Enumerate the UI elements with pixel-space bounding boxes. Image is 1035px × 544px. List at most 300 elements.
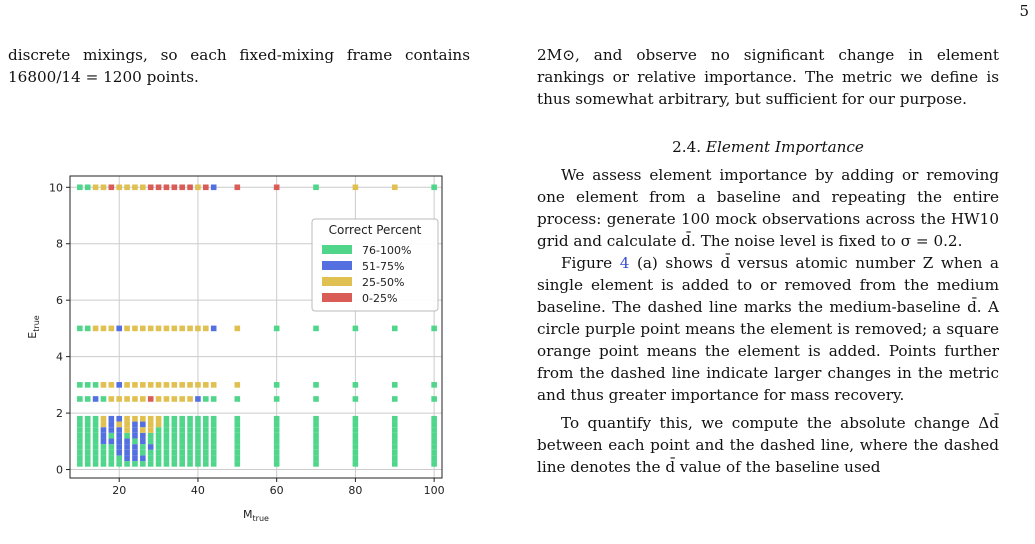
data-point xyxy=(156,444,162,450)
data-point xyxy=(392,455,398,461)
data-point xyxy=(313,184,319,190)
data-point xyxy=(124,396,130,402)
data-point xyxy=(148,444,154,450)
data-point xyxy=(148,433,154,439)
data-point xyxy=(85,427,91,433)
data-point xyxy=(195,422,201,428)
legend-swatch xyxy=(322,261,352,270)
page-number: 5 xyxy=(1019,2,1029,20)
data-point xyxy=(116,382,122,388)
data-point xyxy=(392,450,398,456)
fig-ref-post: (a) shows d̄ versus atomic number Z when a single element is added to or removed from the medium baseline. The dashed line marks the medium-baseline d̄. A circle purple point means the element is removed; a square orange point means the element is added. Points further from the dashed line indicate larger changes in the metric and thus greater importance for mass recovery. xyxy=(537,254,999,404)
data-point xyxy=(124,439,130,445)
data-point xyxy=(392,439,398,445)
data-point xyxy=(187,439,193,445)
data-point xyxy=(203,184,209,190)
data-point xyxy=(235,422,241,428)
data-point xyxy=(156,326,162,332)
data-point xyxy=(124,422,130,428)
data-point xyxy=(211,433,217,439)
data-point xyxy=(203,439,209,445)
data-point xyxy=(179,455,185,461)
data-point xyxy=(211,382,217,388)
data-point xyxy=(353,396,359,402)
legend-title: Correct Percent xyxy=(328,223,422,237)
data-point xyxy=(109,444,115,450)
data-point xyxy=(203,455,209,461)
x-axis-label: $M_{true}$ xyxy=(243,508,269,523)
data-point xyxy=(274,184,280,190)
data-point xyxy=(116,427,122,433)
data-point xyxy=(93,461,99,467)
data-point xyxy=(101,439,107,445)
data-point xyxy=(132,396,138,402)
data-point xyxy=(164,461,170,467)
data-point xyxy=(195,427,201,433)
data-point xyxy=(148,439,154,445)
data-point xyxy=(353,326,359,332)
data-point xyxy=(179,439,185,445)
data-point xyxy=(179,382,185,388)
y-axis-label: $E_{true}$ xyxy=(26,315,41,339)
data-point xyxy=(164,184,170,190)
data-point xyxy=(195,450,201,456)
data-point xyxy=(101,455,107,461)
data-point xyxy=(132,326,138,332)
data-point xyxy=(353,444,359,450)
data-point xyxy=(353,461,359,467)
data-point xyxy=(77,444,83,450)
data-point xyxy=(179,422,185,428)
data-point xyxy=(392,326,398,332)
data-point xyxy=(156,439,162,445)
data-point xyxy=(164,450,170,456)
data-point xyxy=(313,450,319,456)
data-point xyxy=(179,450,185,456)
data-point xyxy=(85,433,91,439)
data-point xyxy=(124,450,130,456)
data-point xyxy=(93,184,99,190)
data-point xyxy=(172,439,178,445)
legend-entry-label: 51-75% xyxy=(362,260,405,273)
data-point xyxy=(148,455,154,461)
data-point xyxy=(211,416,217,422)
data-point xyxy=(203,461,209,467)
data-point xyxy=(172,455,178,461)
right-paragraph-2: We assess element importance by adding or removing one element from a baseline and repeating the entire process: generate 100 mock observations across the HW10 grid and calculate d̄. The noise level is fixed to σ = 0.2. xyxy=(537,166,999,250)
data-point xyxy=(172,461,178,467)
data-point xyxy=(101,433,107,439)
data-point xyxy=(211,427,217,433)
data-point xyxy=(172,444,178,450)
data-point xyxy=(211,461,217,467)
data-point xyxy=(187,422,193,428)
data-point xyxy=(132,439,138,445)
data-point xyxy=(274,433,280,439)
data-point xyxy=(431,416,437,422)
data-point xyxy=(101,422,107,428)
data-point xyxy=(274,422,280,428)
legend-swatch xyxy=(322,293,352,302)
data-point xyxy=(156,416,162,422)
data-point xyxy=(156,455,162,461)
data-point xyxy=(235,382,241,388)
data-point xyxy=(124,444,130,450)
data-point xyxy=(164,439,170,445)
data-point xyxy=(116,326,122,332)
data-point xyxy=(179,461,185,467)
data-point xyxy=(313,422,319,428)
data-point xyxy=(313,461,319,467)
data-point xyxy=(274,450,280,456)
data-point xyxy=(93,326,99,332)
data-point xyxy=(235,184,241,190)
data-point xyxy=(93,439,99,445)
section-title: Element Importance xyxy=(705,138,864,156)
data-point xyxy=(164,427,170,433)
data-point xyxy=(124,382,130,388)
data-point xyxy=(85,416,91,422)
data-point xyxy=(431,184,437,190)
data-point xyxy=(203,416,209,422)
data-point xyxy=(109,396,115,402)
data-point xyxy=(235,433,241,439)
data-point xyxy=(313,444,319,450)
data-point xyxy=(156,184,162,190)
data-point xyxy=(431,427,437,433)
data-point xyxy=(124,184,130,190)
data-point xyxy=(132,382,138,388)
data-point xyxy=(93,455,99,461)
data-point xyxy=(109,184,115,190)
data-point xyxy=(235,396,241,402)
data-point xyxy=(85,444,91,450)
data-point xyxy=(77,326,83,332)
data-point xyxy=(235,444,241,450)
data-point xyxy=(313,433,319,439)
data-point xyxy=(140,184,146,190)
data-point xyxy=(172,326,178,332)
data-point xyxy=(77,433,83,439)
data-point xyxy=(353,450,359,456)
data-point xyxy=(211,326,217,332)
data-point xyxy=(132,184,138,190)
data-point xyxy=(353,184,359,190)
data-point xyxy=(179,433,185,439)
data-point xyxy=(187,461,193,467)
data-point xyxy=(132,444,138,450)
data-point xyxy=(132,455,138,461)
data-point xyxy=(274,416,280,422)
data-point xyxy=(77,455,83,461)
data-point xyxy=(235,416,241,422)
data-point xyxy=(116,416,122,422)
data-point xyxy=(195,416,201,422)
data-point xyxy=(235,427,241,433)
data-point xyxy=(116,396,122,402)
data-point xyxy=(148,450,154,456)
data-point xyxy=(140,326,146,332)
data-point xyxy=(140,455,146,461)
data-point xyxy=(164,455,170,461)
data-point xyxy=(431,450,437,456)
data-point xyxy=(392,461,398,467)
data-point xyxy=(187,184,193,190)
data-point xyxy=(164,433,170,439)
data-point xyxy=(85,455,91,461)
data-point xyxy=(93,382,99,388)
data-point xyxy=(109,439,115,445)
data-point xyxy=(203,326,209,332)
data-point xyxy=(109,326,115,332)
data-point xyxy=(195,433,201,439)
data-point xyxy=(274,455,280,461)
data-point xyxy=(187,450,193,456)
data-point xyxy=(172,450,178,456)
data-point xyxy=(203,396,209,402)
data-point xyxy=(353,382,359,388)
data-point xyxy=(116,184,122,190)
data-point xyxy=(116,439,122,445)
data-point xyxy=(164,444,170,450)
data-point xyxy=(235,461,241,467)
data-point xyxy=(148,396,154,402)
data-point xyxy=(353,416,359,422)
data-point xyxy=(195,396,201,402)
data-point xyxy=(313,416,319,422)
data-point xyxy=(313,382,319,388)
figure-link[interactable]: 4 xyxy=(619,254,630,272)
data-point xyxy=(431,439,437,445)
right-column xyxy=(537,44,999,478)
y-tick-label: 10 xyxy=(49,181,63,195)
left-paragraph: discrete mixings, so each fixed-mixing frame contains 16800/14 = 1200 points. xyxy=(8,46,470,86)
data-point xyxy=(116,433,122,439)
data-point xyxy=(203,450,209,456)
data-point xyxy=(93,433,99,439)
data-point xyxy=(101,450,107,456)
data-point xyxy=(85,422,91,428)
data-point xyxy=(156,422,162,428)
data-point xyxy=(203,433,209,439)
x-tick-label: 60 xyxy=(269,484,284,497)
data-point xyxy=(85,184,91,190)
data-point xyxy=(124,455,130,461)
legend-entry-label: 76-100% xyxy=(362,244,412,257)
data-point xyxy=(140,461,146,467)
data-point xyxy=(431,433,437,439)
data-point xyxy=(109,450,115,456)
data-point xyxy=(211,184,217,190)
data-point xyxy=(77,427,83,433)
right-paragraph-3 xyxy=(537,252,999,406)
data-point xyxy=(203,444,209,450)
data-point xyxy=(392,382,398,388)
data-point xyxy=(77,422,83,428)
data-point xyxy=(274,439,280,445)
data-point xyxy=(140,433,146,439)
scatter-chart xyxy=(22,166,452,532)
data-point xyxy=(93,396,99,402)
data-point xyxy=(132,433,138,439)
data-point xyxy=(274,444,280,450)
data-point xyxy=(431,422,437,428)
left-column xyxy=(8,44,470,88)
data-point xyxy=(195,461,201,467)
data-point xyxy=(172,422,178,428)
data-point xyxy=(156,396,162,402)
y-tick-label: 2 xyxy=(56,407,63,421)
data-point xyxy=(85,450,91,456)
data-point xyxy=(140,422,146,428)
data-point xyxy=(164,382,170,388)
data-point xyxy=(195,184,201,190)
data-point xyxy=(392,184,398,190)
data-point xyxy=(77,461,83,467)
legend-entry-label: 0-25% xyxy=(362,292,398,305)
data-point xyxy=(164,326,170,332)
right-paragraph-1: 2M⊙, and observe no significant change in element rankings or relative importance. The metric we define is thus somewhat arbitrary, but sufficient for our purpose. xyxy=(537,46,999,108)
data-point xyxy=(313,455,319,461)
data-point xyxy=(203,427,209,433)
data-point xyxy=(109,461,115,467)
y-tick-label: 6 xyxy=(56,294,63,308)
data-point xyxy=(101,461,107,467)
legend-swatch xyxy=(322,277,352,286)
data-point xyxy=(203,382,209,388)
data-point xyxy=(116,422,122,428)
data-point xyxy=(313,439,319,445)
data-point xyxy=(124,427,130,433)
data-point xyxy=(85,439,91,445)
data-point xyxy=(156,433,162,439)
data-point xyxy=(116,455,122,461)
section-number: 2.4. xyxy=(672,138,702,156)
data-point xyxy=(148,416,154,422)
data-point xyxy=(187,396,193,402)
data-point xyxy=(124,461,130,467)
data-point xyxy=(85,396,91,402)
data-point xyxy=(124,326,130,332)
data-point xyxy=(313,326,319,332)
data-point xyxy=(116,450,122,456)
data-point xyxy=(109,382,115,388)
legend xyxy=(312,219,438,311)
y-tick-label: 4 xyxy=(56,350,63,364)
data-point xyxy=(179,416,185,422)
data-point xyxy=(101,396,107,402)
data-point xyxy=(85,461,91,467)
data-point xyxy=(116,461,122,467)
data-point xyxy=(172,382,178,388)
data-point xyxy=(179,184,185,190)
data-point xyxy=(140,416,146,422)
data-point xyxy=(148,184,154,190)
data-point xyxy=(179,326,185,332)
data-point xyxy=(140,439,146,445)
data-point xyxy=(132,461,138,467)
data-point xyxy=(124,433,130,439)
data-point xyxy=(187,433,193,439)
data-point xyxy=(77,184,83,190)
data-point xyxy=(77,416,83,422)
data-point xyxy=(172,433,178,439)
data-point xyxy=(109,416,115,422)
data-point xyxy=(101,326,107,332)
data-point xyxy=(132,422,138,428)
data-point xyxy=(164,422,170,428)
data-point xyxy=(313,427,319,433)
data-point xyxy=(353,427,359,433)
data-point xyxy=(431,382,437,388)
data-point xyxy=(93,444,99,450)
data-point xyxy=(392,427,398,433)
data-point xyxy=(148,427,154,433)
data-point xyxy=(77,382,83,388)
data-point xyxy=(140,450,146,456)
data-point xyxy=(109,455,115,461)
data-point xyxy=(179,396,185,402)
data-point xyxy=(187,444,193,450)
right-paragraph-4: To quantify this, we compute the absolute change Δd̄ between each point and the dashed line, where the dashed line denotes the d̄ value of the baseline used xyxy=(537,414,999,476)
data-point xyxy=(172,427,178,433)
data-point xyxy=(116,444,122,450)
data-point xyxy=(156,450,162,456)
data-point xyxy=(77,450,83,456)
data-point xyxy=(195,326,201,332)
data-point xyxy=(187,382,193,388)
data-point xyxy=(101,444,107,450)
data-point xyxy=(211,396,217,402)
data-point xyxy=(195,444,201,450)
section-heading xyxy=(537,138,999,156)
data-point xyxy=(235,450,241,456)
data-point xyxy=(392,396,398,402)
data-point xyxy=(148,461,154,467)
data-point xyxy=(140,382,146,388)
data-point xyxy=(172,184,178,190)
data-point xyxy=(274,427,280,433)
data-point xyxy=(148,382,154,388)
data-point xyxy=(274,326,280,332)
data-point xyxy=(274,382,280,388)
data-point xyxy=(77,439,83,445)
data-point xyxy=(187,455,193,461)
data-point xyxy=(195,382,201,388)
data-point xyxy=(172,416,178,422)
data-point xyxy=(187,427,193,433)
data-point xyxy=(172,396,178,402)
x-tick-label: 20 xyxy=(112,484,127,497)
data-point xyxy=(93,416,99,422)
data-point xyxy=(235,326,241,332)
data-point xyxy=(148,326,154,332)
data-point xyxy=(101,184,107,190)
data-point xyxy=(93,427,99,433)
data-point xyxy=(164,416,170,422)
data-point xyxy=(156,382,162,388)
data-point xyxy=(85,382,91,388)
data-point xyxy=(392,416,398,422)
data-point xyxy=(274,461,280,467)
data-point xyxy=(148,422,154,428)
data-point xyxy=(132,416,138,422)
x-tick-label: 80 xyxy=(348,484,363,497)
x-tick-label: 100 xyxy=(423,484,445,497)
data-point xyxy=(187,416,193,422)
data-point xyxy=(431,461,437,467)
data-point xyxy=(101,382,107,388)
